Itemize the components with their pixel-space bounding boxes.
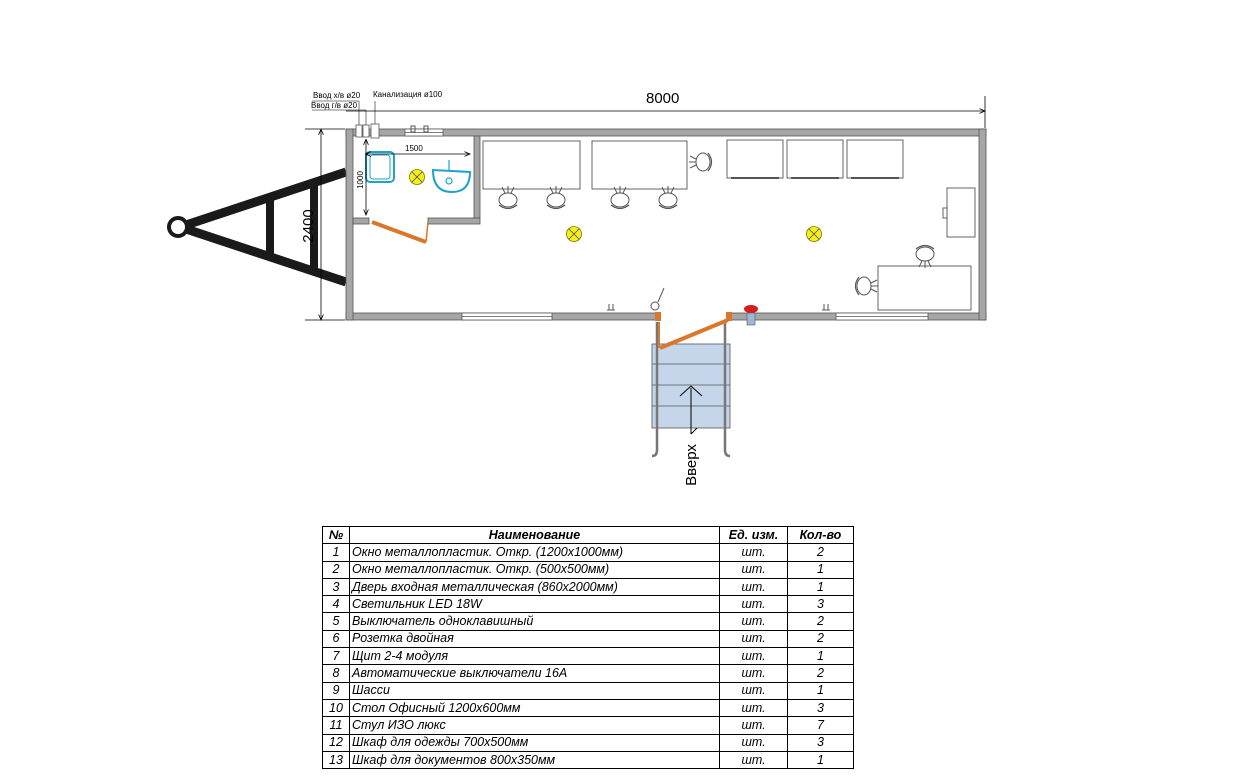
header-qty: Кол-во <box>788 527 854 544</box>
row-name: Дверь входная металлическая (860х2000мм) <box>350 578 720 595</box>
lamp-icon <box>567 227 582 242</box>
wc-width-label: 1500 <box>405 144 423 153</box>
row-name: Стол Офисный 1200х600мм <box>350 699 720 716</box>
row-number: 3 <box>323 578 350 595</box>
hot-water-label: Ввод г/в ø20 <box>311 101 358 110</box>
row-unit: шт. <box>720 734 788 751</box>
row-qty: 7 <box>788 717 854 734</box>
row-unit: шт. <box>720 544 788 561</box>
header-name: Наименование <box>350 527 720 544</box>
row-number: 5 <box>323 613 350 630</box>
row-qty: 2 <box>788 665 854 682</box>
row-name: Стул ИЗО люкс <box>350 717 720 734</box>
row-name: Шкаф для документов 800х350мм <box>350 751 720 768</box>
table-row <box>323 751 854 768</box>
row-number: 11 <box>323 717 350 734</box>
door-opening <box>658 312 730 321</box>
chassis-drawbar <box>169 172 346 282</box>
row-unit: шт. <box>720 751 788 768</box>
table-header-row <box>323 527 854 544</box>
table-row <box>323 682 854 699</box>
row-number: 8 <box>323 665 350 682</box>
cold-water-label: Ввод х/в ø20 <box>313 91 361 100</box>
entrance-stairs <box>652 322 730 456</box>
row-number: 6 <box>323 630 350 647</box>
row-qty: 1 <box>788 648 854 665</box>
row-number: 12 <box>323 734 350 751</box>
row-name: Щит 2-4 модуля <box>350 648 720 665</box>
table-row <box>323 734 854 751</box>
row-qty: 1 <box>788 682 854 699</box>
row-qty: 2 <box>788 544 854 561</box>
row-unit: шт. <box>720 665 788 682</box>
row-unit: шт. <box>720 613 788 630</box>
table-row <box>323 561 854 578</box>
row-unit: шт. <box>720 648 788 665</box>
row-number: 13 <box>323 751 350 768</box>
specification-table <box>322 526 854 769</box>
row-qty: 1 <box>788 751 854 768</box>
row-name: Светильник LED 18W <box>350 596 720 613</box>
row-qty: 3 <box>788 734 854 751</box>
row-number: 4 <box>323 596 350 613</box>
wardrobes <box>727 140 975 237</box>
row-qty: 3 <box>788 699 854 716</box>
row-qty: 2 <box>788 613 854 630</box>
table-row <box>323 578 854 595</box>
row-number: 10 <box>323 699 350 716</box>
row-unit: шт. <box>720 596 788 613</box>
wc-depth-label: 1000 <box>356 171 365 189</box>
row-name: Окно металлопластик. Откр. (500х500мм) <box>350 561 720 578</box>
header-number: № <box>323 527 350 544</box>
row-name: Окно металлопластик. Откр. (1200х1000мм) <box>350 544 720 561</box>
row-number: 2 <box>323 561 350 578</box>
table-row <box>323 665 854 682</box>
row-number: 7 <box>323 648 350 665</box>
row-name: Шкаф для одежды 700х500мм <box>350 734 720 751</box>
length-dimension: 8000 <box>646 90 680 107</box>
table-row <box>323 544 854 561</box>
doors <box>372 222 728 348</box>
row-name: Шасси <box>350 682 720 699</box>
row-unit: шт. <box>720 699 788 716</box>
row-qty: 1 <box>788 561 854 578</box>
table-row <box>323 630 854 647</box>
lamp-icon <box>807 227 822 242</box>
row-number: 1 <box>323 544 350 561</box>
table-row <box>323 613 854 630</box>
row-name: Автоматические выключатели 16А <box>350 665 720 682</box>
row-unit: шт. <box>720 630 788 647</box>
row-unit: шт. <box>720 682 788 699</box>
header-unit: Ед. изм. <box>720 527 788 544</box>
row-unit: шт. <box>720 578 788 595</box>
table-row <box>323 717 854 734</box>
row-qty: 1 <box>788 578 854 595</box>
sewage-label: Канализация ø100 <box>373 90 443 99</box>
row-qty: 2 <box>788 630 854 647</box>
stairs-up-label: Вверх <box>683 444 700 486</box>
row-name: Розетка двойная <box>350 630 720 647</box>
lamp-icon <box>410 170 425 185</box>
table-row <box>323 648 854 665</box>
row-number: 9 <box>323 682 350 699</box>
table-row <box>323 596 854 613</box>
table-row <box>323 699 854 716</box>
row-unit: шт. <box>720 561 788 578</box>
width-dimension: 2400 <box>300 209 317 243</box>
row-unit: шт. <box>720 717 788 734</box>
row-qty: 3 <box>788 596 854 613</box>
row-name: Выключатель одноклавишный <box>350 613 720 630</box>
